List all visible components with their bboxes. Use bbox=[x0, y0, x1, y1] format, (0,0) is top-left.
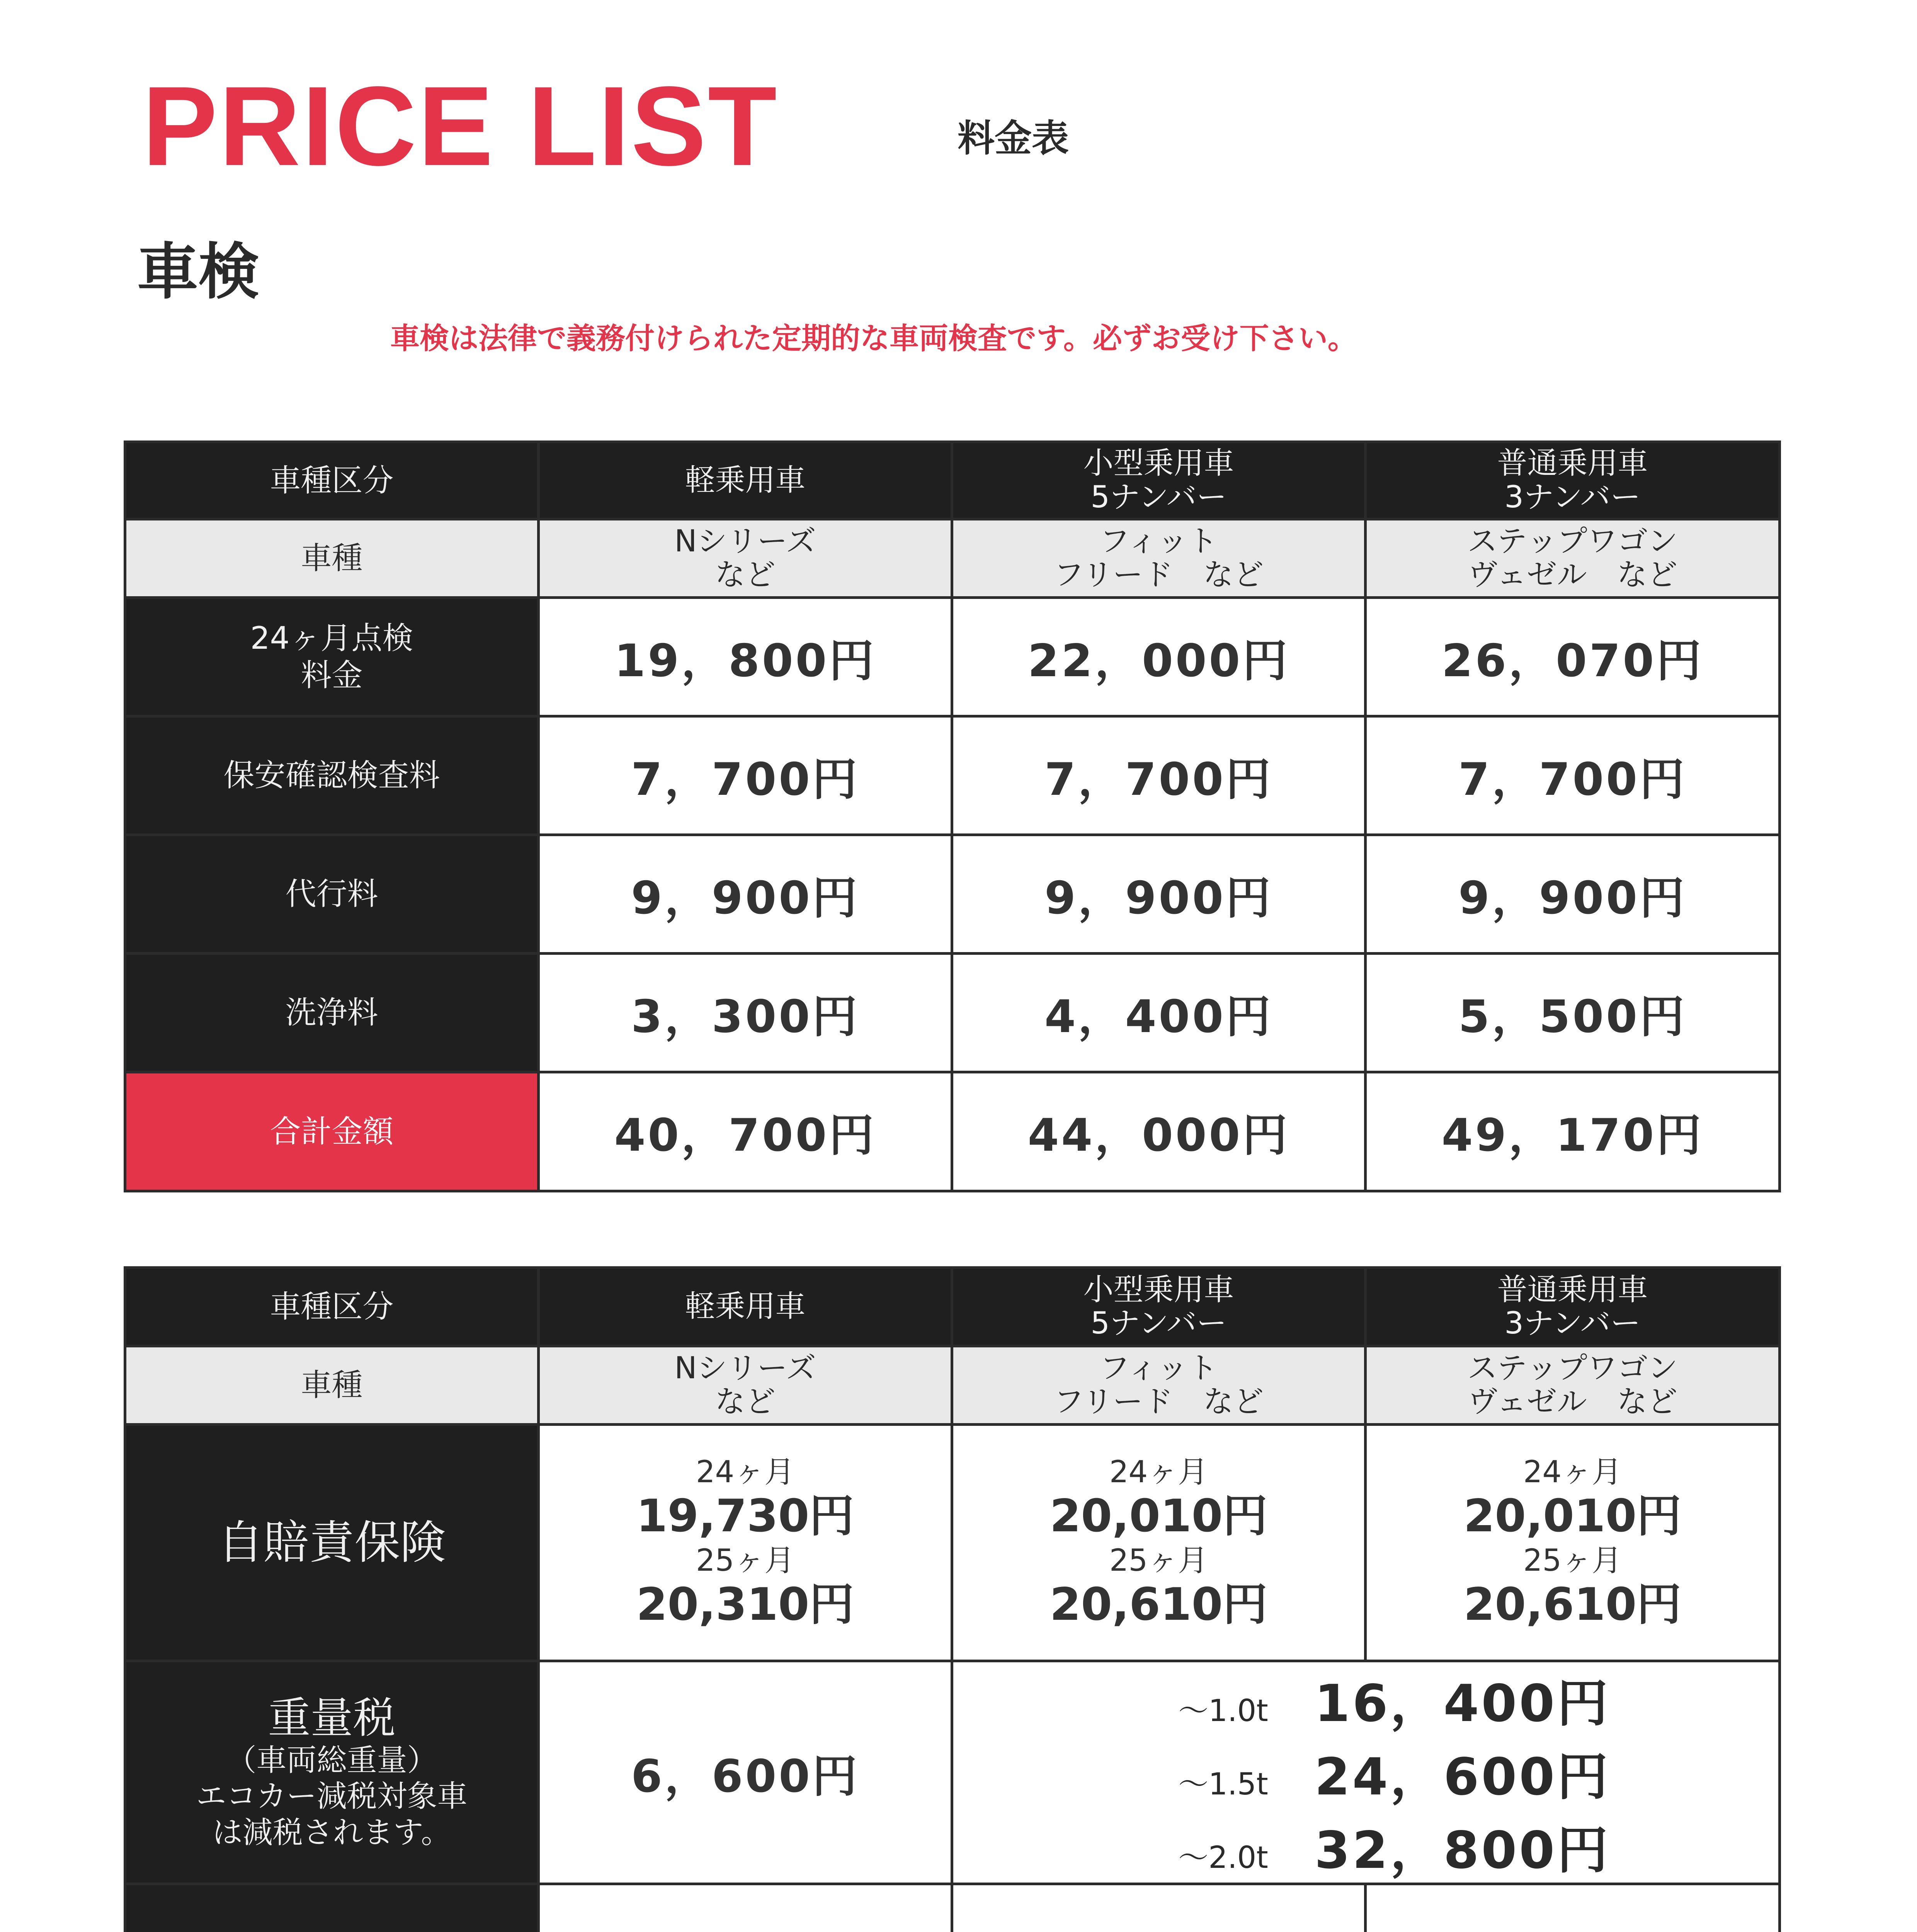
section-title: 車検 bbox=[137, 236, 259, 308]
price-cell: 9，900円 bbox=[1366, 835, 1780, 954]
price-cell: 4，400円 bbox=[952, 954, 1366, 1072]
period-label: 25ヶ月 bbox=[696, 1543, 795, 1578]
subheader-cell-compact: フィット フリード など bbox=[952, 1346, 1366, 1425]
price-cell: 26，070円 bbox=[1366, 598, 1780, 716]
statutory-fees-table bbox=[124, 1266, 1781, 1932]
header-row bbox=[125, 1268, 1780, 1346]
table-row bbox=[125, 716, 1780, 835]
row-label: 24ヶ月点検 料金 bbox=[125, 598, 539, 716]
period-label: 24ヶ月 bbox=[1523, 1454, 1622, 1490]
table-row bbox=[125, 954, 1780, 1072]
weight-tax-label bbox=[125, 1661, 539, 1884]
price-cell: 9，900円 bbox=[539, 835, 952, 954]
page-subtitle: 料金表 bbox=[958, 117, 1069, 160]
header-row bbox=[125, 442, 1780, 519]
total-cell: 44，000円 bbox=[952, 1072, 1366, 1191]
header-cell-compact: 小型乗用車 5ナンバー bbox=[952, 442, 1366, 519]
weight-tax-amount: 24，600円 bbox=[1314, 1747, 1611, 1807]
subheader-cell-compact: フィット フリード など bbox=[952, 519, 1366, 598]
insurance-cell-standard bbox=[1366, 1425, 1780, 1661]
inspection-price-table bbox=[124, 440, 1781, 1192]
period-label: 25ヶ月 bbox=[1523, 1543, 1622, 1578]
subheader-cell-standard: ステップワゴン ヴェゼル など bbox=[1366, 1346, 1780, 1425]
weight-label: ～1.5t bbox=[1178, 1767, 1268, 1802]
subheader-cell-kei: Nシリーズ など bbox=[539, 519, 952, 598]
header-cell-category: 車種区分 bbox=[125, 1268, 539, 1346]
price-cell: 7，700円 bbox=[539, 716, 952, 835]
stamp-cell bbox=[539, 1884, 952, 1932]
stamp-label bbox=[125, 1884, 539, 1932]
subheader-row bbox=[125, 519, 1780, 598]
row-label: 代行料 bbox=[125, 835, 539, 954]
price-cell: 7，700円 bbox=[1366, 716, 1780, 835]
header-cell-kei: 軽乗用車 bbox=[539, 442, 952, 519]
weight-tax-tiers bbox=[952, 1661, 1780, 1884]
header-cell-category: 車種区分 bbox=[125, 442, 539, 519]
table-row bbox=[125, 835, 1780, 954]
price-cell: 9，900円 bbox=[952, 835, 1366, 954]
weight-tax-note: （車両総重量） エコカー減税対象車 は減税されます。 bbox=[196, 1743, 468, 1850]
page-title: PRICE LIST bbox=[142, 63, 779, 189]
stamp-cell bbox=[1366, 1884, 1780, 1932]
insurance-amount: 20,310円 bbox=[636, 1578, 854, 1631]
header-cell-kei: 軽乗用車 bbox=[539, 1268, 952, 1346]
weight-tier bbox=[953, 1662, 1778, 1736]
weight-tax-kei: 6，600円 bbox=[539, 1661, 952, 1884]
period-label: 24ヶ月 bbox=[1109, 1454, 1208, 1490]
insurance-amount: 20,610円 bbox=[1050, 1578, 1268, 1631]
total-row bbox=[125, 1072, 1780, 1191]
weight-label: ～2.0t bbox=[1178, 1840, 1268, 1875]
price-cell: 22，000円 bbox=[952, 598, 1366, 716]
weight-label: ～1.0t bbox=[1178, 1694, 1268, 1728]
subheader-cell-kei: Nシリーズ など bbox=[539, 1346, 952, 1425]
weight-tax-amount: 16，400円 bbox=[1314, 1674, 1611, 1733]
subheader-cell-model: 車種 bbox=[125, 1346, 539, 1425]
header-cell-standard: 普通乗用車 3ナンバー bbox=[1366, 442, 1780, 519]
header-cell-compact: 小型乗用車 5ナンバー bbox=[952, 1268, 1366, 1346]
row-label: 洗浄料 bbox=[125, 954, 539, 1072]
price-cell: 3，300円 bbox=[539, 954, 952, 1072]
weight-tax-row bbox=[125, 1661, 1780, 1884]
insurance-amount: 20,610円 bbox=[1463, 1578, 1682, 1631]
weight-tax-amount: 32，800円 bbox=[1314, 1821, 1611, 1880]
subheader-cell-model: 車種 bbox=[125, 519, 539, 598]
period-label: 24ヶ月 bbox=[696, 1454, 795, 1490]
insurance-row bbox=[125, 1425, 1780, 1661]
stamp-cell bbox=[952, 1884, 1366, 1932]
insurance-amount: 20,010円 bbox=[1050, 1490, 1268, 1542]
notice-text: 車検は法律で義務付けられた定期的な車両検査です。必ずお受け下さい。 bbox=[390, 321, 1357, 355]
weight-tax-title: 重量税 bbox=[268, 1693, 396, 1743]
insurance-amount: 19,730円 bbox=[636, 1490, 854, 1542]
row-label: 保安確認検査料 bbox=[125, 716, 539, 835]
subheader-cell-standard: ステップワゴン ヴェゼル など bbox=[1366, 519, 1780, 598]
subheader-row bbox=[125, 1346, 1780, 1425]
insurance-cell-compact bbox=[952, 1425, 1366, 1661]
price-cell: 5，500円 bbox=[1366, 954, 1780, 1072]
price-cell: 19，800円 bbox=[539, 598, 952, 716]
insurance-amount: 20,010円 bbox=[1463, 1490, 1682, 1542]
insurance-label: 自賠責保険 bbox=[125, 1425, 539, 1661]
stamp-row bbox=[125, 1884, 1780, 1932]
total-cell: 49，170円 bbox=[1366, 1072, 1780, 1191]
weight-tier bbox=[953, 1736, 1778, 1809]
period-label: 25ヶ月 bbox=[1109, 1543, 1208, 1578]
table-row bbox=[125, 598, 1780, 716]
total-label: 合計金額 bbox=[125, 1072, 539, 1191]
price-cell: 7，700円 bbox=[952, 716, 1366, 835]
total-cell: 40，700円 bbox=[539, 1072, 952, 1191]
header-cell-standard: 普通乗用車 3ナンバー bbox=[1366, 1268, 1780, 1346]
weight-tier bbox=[953, 1809, 1778, 1883]
insurance-cell-kei bbox=[539, 1425, 952, 1661]
